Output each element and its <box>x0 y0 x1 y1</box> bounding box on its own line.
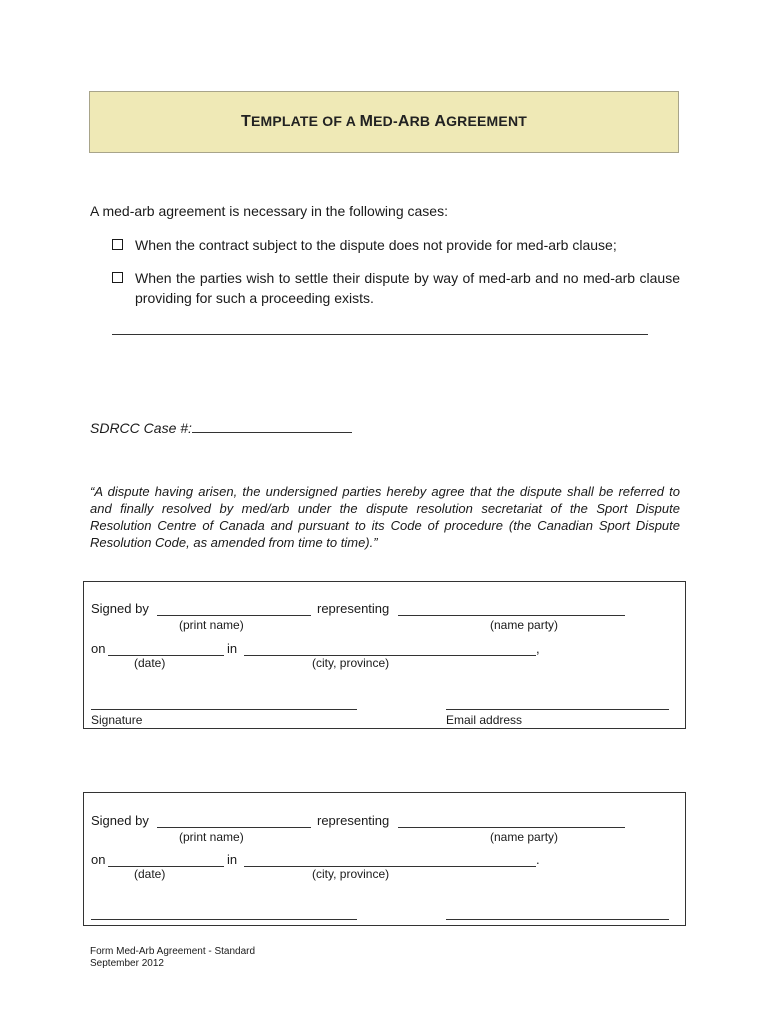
email-line <box>446 709 669 710</box>
case-number-label: SDRCC Case #: <box>90 420 192 436</box>
footer-date: September 2012 <box>90 958 164 969</box>
city-province-blank <box>244 655 536 656</box>
footer <box>90 946 255 970</box>
date-blank <box>108 655 224 656</box>
checkbox-icon <box>112 272 123 283</box>
bullet-item: When the contract subject to the dispute does not provide for med-arb clause; <box>112 235 680 255</box>
signature-line <box>91 919 357 920</box>
party-name-blank <box>398 827 625 828</box>
agreement-clause: “A dispute having arisen, the undersigned parties hereby agree that the dispute shall be referred to and finally resolved by med/arb under the dispute resolution secretariat of the Sport Dispute Resolution Centre of Canada and pursuant to its Code of procedure (the Canadian Sport Dispute Resolution Code, as amended from time to time).” <box>90 484 680 550</box>
document-title: TEMPLATE OF A MED-ARB AGREEMENT <box>240 113 528 130</box>
title-banner <box>89 91 679 153</box>
case-number-blank <box>192 419 352 433</box>
date-blank <box>108 866 224 867</box>
checkbox-icon <box>112 239 123 250</box>
signature-block: Signed by representing (print name) (name party) on in . (date) (city, province) <box>83 792 686 926</box>
city-province-blank <box>244 866 536 867</box>
print-name-blank <box>157 615 311 616</box>
email-line <box>446 919 669 920</box>
case-number-field <box>90 419 352 436</box>
signature-block: Signed by representing (print name) (name party) on in , (date) (city, province) Signature Email address <box>83 581 686 729</box>
party-name-blank <box>398 615 625 616</box>
intro-text: A med-arb agreement is necessary in the following cases: <box>90 203 448 219</box>
separator-line <box>112 334 648 335</box>
signature-line <box>91 709 357 710</box>
bullet-item: When the parties wish to settle their dispute by way of med-arb and no med-arb clause providing for such a proceeding exists. <box>112 268 680 308</box>
footer-form-name: Form Med-Arb Agreement - Standard <box>90 946 256 957</box>
print-name-blank <box>157 827 311 828</box>
